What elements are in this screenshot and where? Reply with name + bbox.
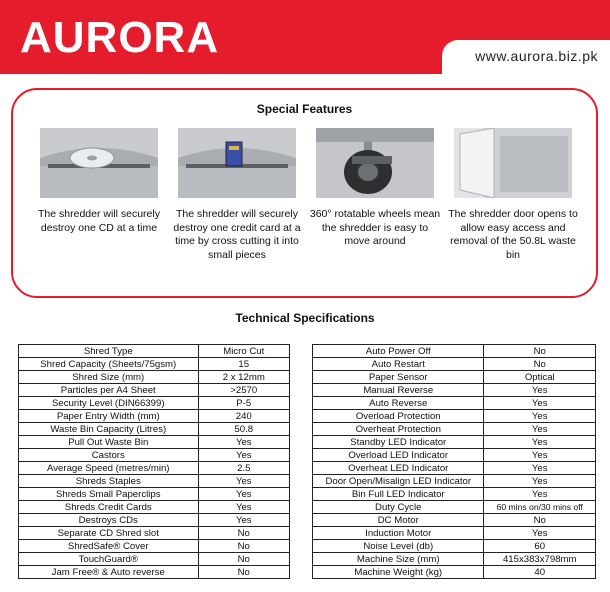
spec-label: Overload Protection: [313, 410, 484, 423]
spec-label: DC Motor: [313, 514, 484, 527]
spec-row: [313, 462, 596, 475]
spec-value: 2 x 12mm: [198, 371, 289, 384]
spec-value: Yes: [484, 488, 596, 501]
spec-row: [313, 566, 596, 579]
spec-label: Destroys CDs: [19, 514, 199, 527]
spec-value: 15: [198, 358, 289, 371]
spec-row: [19, 345, 290, 358]
spec-value: 50.8: [198, 423, 289, 436]
spec-value: 40: [484, 566, 596, 579]
spec-value: 60: [484, 540, 596, 553]
spec-value: Yes: [198, 501, 289, 514]
special-features-title: Special Features: [256, 102, 353, 116]
spec-row: [313, 488, 596, 501]
spec-row: [313, 423, 596, 436]
spec-label: Average Speed (metres/min): [19, 462, 199, 475]
spec-row: [313, 371, 596, 384]
spec-row: [19, 397, 290, 410]
spec-row: [19, 527, 290, 540]
spec-value: 60 mins on/30 mins off: [484, 501, 596, 514]
spec-row: [313, 449, 596, 462]
spec-value: Yes: [484, 527, 596, 540]
spec-label: Paper Entry Width (mm): [19, 410, 199, 423]
spec-label: Overheat Protection: [313, 423, 484, 436]
spec-value: Micro Cut: [198, 345, 289, 358]
spec-value: Yes: [198, 449, 289, 462]
spec-label: TouchGuard®: [19, 553, 199, 566]
spec-row: [19, 423, 290, 436]
spec-value: Yes: [484, 410, 596, 423]
special-features-panel: [11, 88, 598, 298]
feature-credit-card: [171, 128, 303, 262]
spec-value: No: [484, 514, 596, 527]
spec-value: Yes: [484, 449, 596, 462]
spec-row: [19, 410, 290, 423]
spec-label: Machine Size (mm): [313, 553, 484, 566]
spec-label: Shred Size (mm): [19, 371, 199, 384]
spec-label: Duty Cycle: [313, 501, 484, 514]
spec-row: [19, 371, 290, 384]
spec-label: Paper Sensor: [313, 371, 484, 384]
spec-row: [313, 514, 596, 527]
feature-wheels: [309, 128, 441, 249]
spec-row: [19, 449, 290, 462]
spec-table-right: [312, 344, 596, 579]
spec-value: Yes: [484, 423, 596, 436]
feature-door-caption: The shredder door opens to allow easy access and removal of the 50.8L waste bin: [448, 208, 578, 261]
spec-value: Yes: [198, 436, 289, 449]
spec-value: No: [198, 566, 289, 579]
spec-value: No: [484, 345, 596, 358]
spec-label: Separate CD Shred slot: [19, 527, 199, 540]
spec-label: Machine Weight (kg): [313, 566, 484, 579]
spec-label: Shreds Small Paperclips: [19, 488, 199, 501]
spec-value: Yes: [198, 488, 289, 501]
feature-cd-caption: The shredder will securely destroy one CD at a time: [38, 208, 160, 234]
feature-credit-card-caption: The shredder will securely destroy one credit card at a time by cross cutting it into small pieces: [173, 208, 301, 261]
spec-row: [19, 501, 290, 514]
spec-value: 240: [198, 410, 289, 423]
spec-label: Shred Type: [19, 345, 199, 358]
spec-value: P-5: [198, 397, 289, 410]
spec-label: Auto Restart: [313, 358, 484, 371]
header-banner: [0, 0, 610, 74]
spec-label: Particles per A4 Sheet: [19, 384, 199, 397]
spec-row: [19, 475, 290, 488]
spec-label: Pull Out Waste Bin: [19, 436, 199, 449]
credit-card-shredder-image: [178, 128, 296, 198]
spec-label: Noise Level (db): [313, 540, 484, 553]
spec-label: Shreds Credit Cards: [19, 501, 199, 514]
spec-row: [19, 358, 290, 371]
spec-row: [19, 436, 290, 449]
feature-cd: [33, 128, 165, 235]
spec-value: No: [198, 540, 289, 553]
spec-row: [19, 553, 290, 566]
spec-row: [313, 397, 596, 410]
spec-row: [313, 475, 596, 488]
spec-row: [19, 566, 290, 579]
spec-value: Yes: [198, 514, 289, 527]
spec-row: [19, 384, 290, 397]
technical-specifications-title: Technical Specifications: [235, 311, 375, 325]
shredder-door-image: [454, 128, 572, 198]
spec-label: Standby LED Indicator: [313, 436, 484, 449]
spec-label: Security Level (DIN66399): [19, 397, 199, 410]
spec-value: No: [198, 553, 289, 566]
spec-label: Auto Power Off: [313, 345, 484, 358]
spec-row: [313, 436, 596, 449]
website-url[interactable]: www.aurora.biz.pk: [475, 48, 598, 64]
spec-label: Shreds Staples: [19, 475, 199, 488]
spec-row: [313, 553, 596, 566]
spec-row: [313, 527, 596, 540]
spec-row: [313, 384, 596, 397]
aurora-logo: AURORA: [20, 13, 220, 62]
spec-value: >2570: [198, 384, 289, 397]
spec-label: Waste Bin Capacity (Litres): [19, 423, 199, 436]
spec-row: [313, 501, 596, 514]
spec-value: No: [198, 527, 289, 540]
spec-value: Yes: [484, 462, 596, 475]
spec-row: [19, 540, 290, 553]
spec-label: Bin Full LED Indicator: [313, 488, 484, 501]
castor-wheel-image: [316, 128, 434, 198]
spec-row: [313, 345, 596, 358]
spec-label: Overheat LED Indicator: [313, 462, 484, 475]
spec-value: 2.5: [198, 462, 289, 475]
spec-value: No: [484, 358, 596, 371]
feature-wheels-caption: 360° rotatable wheels mean the shredder is easy to move around: [309, 208, 441, 247]
spec-value: 415x383x798mm: [484, 553, 596, 566]
spec-row: [313, 358, 596, 371]
spec-label: ShredSafe® Cover: [19, 540, 199, 553]
spec-label: Door Open/Misalign LED Indicator: [313, 475, 484, 488]
spec-label: Auto Reverse: [313, 397, 484, 410]
spec-value: Yes: [484, 397, 596, 410]
spec-label: Shred Capacity (Sheets/75gsm): [19, 358, 199, 371]
spec-label: Jam Free® & Auto reverse: [19, 566, 199, 579]
cd-shredder-image: [40, 128, 158, 198]
spec-value: Yes: [484, 475, 596, 488]
spec-row: [19, 488, 290, 501]
spec-value: Optical: [484, 371, 596, 384]
spec-row: [19, 514, 290, 527]
spec-row: [19, 462, 290, 475]
spec-table-left: [18, 344, 290, 579]
spec-value: Yes: [198, 475, 289, 488]
spec-row: [313, 540, 596, 553]
spec-row: [313, 410, 596, 423]
spec-value: Yes: [484, 384, 596, 397]
feature-door: [447, 128, 579, 262]
spec-label: Overload LED Indicator: [313, 449, 484, 462]
spec-value: Yes: [484, 436, 596, 449]
spec-label: Induction Motor: [313, 527, 484, 540]
spec-label: Castors: [19, 449, 199, 462]
spec-label: Manual Reverse: [313, 384, 484, 397]
